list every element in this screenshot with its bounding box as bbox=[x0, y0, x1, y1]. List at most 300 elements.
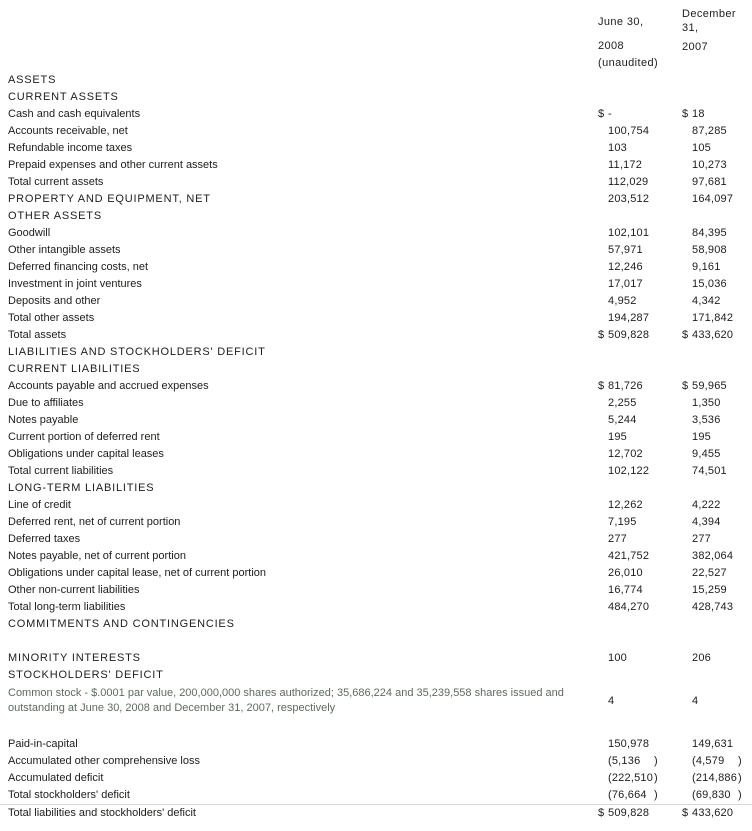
close-paren: ) bbox=[654, 755, 658, 767]
table-row bbox=[0, 429, 752, 446]
currency-symbol bbox=[682, 174, 692, 191]
section-header-row bbox=[0, 480, 752, 497]
row-label: CURRENT LIABILITIES bbox=[8, 363, 141, 375]
currency-symbol bbox=[682, 259, 692, 276]
close-paren: ) bbox=[738, 772, 742, 784]
row-label: Total liabilities and stockholders' deficit bbox=[8, 807, 196, 819]
amount: 2,255 bbox=[608, 397, 637, 409]
value-jun-30-2008 bbox=[598, 531, 660, 548]
value-jun-30-2008 bbox=[598, 191, 660, 208]
value-jun-30-2008 bbox=[598, 293, 660, 310]
value-jun-30-2008 bbox=[598, 548, 660, 565]
table-row bbox=[0, 514, 752, 531]
amount: 12,702 bbox=[608, 448, 643, 460]
value-dec-31-2007 bbox=[682, 174, 744, 191]
row-label: Goodwill bbox=[8, 227, 51, 239]
close-paren bbox=[654, 565, 660, 582]
close-paren bbox=[654, 497, 660, 514]
row-label: STOCKHOLDERS' DEFICIT bbox=[8, 669, 164, 681]
value-dec-31-2007 bbox=[682, 736, 744, 753]
row-label: Line of credit bbox=[8, 499, 71, 511]
currency-symbol bbox=[598, 242, 608, 259]
value-jun-30-2008 bbox=[598, 787, 660, 804]
value-jun-30-2008 bbox=[598, 106, 660, 123]
amount: 87,285 bbox=[692, 125, 727, 137]
amount: 84,395 bbox=[692, 227, 727, 239]
close-paren bbox=[654, 140, 660, 157]
year-label: 2008 bbox=[598, 40, 625, 52]
close-paren bbox=[738, 582, 744, 599]
currency-symbol bbox=[598, 429, 608, 446]
amount: 164,097 bbox=[692, 193, 734, 205]
currency-symbol: $ bbox=[682, 807, 689, 819]
row-label: OTHER ASSETS bbox=[8, 210, 102, 222]
amount: 9,455 bbox=[692, 448, 721, 460]
table-row bbox=[0, 242, 752, 259]
value-dec-31-2007 bbox=[682, 276, 744, 293]
row-label: Notes payable bbox=[8, 414, 79, 426]
row-label: Due to affiliates bbox=[8, 397, 84, 409]
section-header-row bbox=[0, 616, 752, 633]
amount: 9,161 bbox=[692, 261, 721, 273]
amount: 12,262 bbox=[608, 499, 643, 511]
column-header-dec-31-2007 bbox=[682, 6, 744, 56]
currency-symbol bbox=[598, 157, 608, 174]
value-dec-31-2007 bbox=[682, 693, 744, 710]
currency-symbol bbox=[598, 395, 608, 412]
close-paren bbox=[654, 412, 660, 429]
value-jun-30-2008 bbox=[598, 497, 660, 514]
currency-symbol bbox=[598, 276, 608, 293]
row-label: ASSETS bbox=[8, 74, 57, 86]
row-label: Total current liabilities bbox=[8, 465, 114, 477]
currency-symbol bbox=[682, 599, 692, 616]
amount: 195 bbox=[608, 431, 627, 443]
currency-symbol bbox=[598, 140, 608, 157]
currency-symbol: $ bbox=[598, 108, 605, 120]
amount: 74,501 bbox=[692, 465, 727, 477]
close-paren bbox=[654, 463, 660, 480]
currency-symbol bbox=[682, 531, 692, 548]
row-label: PROPERTY AND EQUIPMENT, NET bbox=[8, 193, 211, 205]
amount: 509,828 bbox=[608, 807, 650, 819]
value-jun-30-2008 bbox=[598, 276, 660, 293]
row-label: Total current assets bbox=[8, 176, 104, 188]
currency-symbol bbox=[682, 140, 692, 157]
amount: 10,273 bbox=[692, 159, 727, 171]
close-paren bbox=[738, 140, 744, 157]
amount: (214,886 bbox=[692, 772, 738, 784]
value-dec-31-2007 bbox=[682, 293, 744, 310]
close-paren bbox=[738, 327, 744, 344]
row-label: Deferred rent, net of current portion bbox=[8, 516, 181, 528]
amount: 103 bbox=[608, 142, 627, 154]
row-label: Paid-in-capital bbox=[8, 738, 78, 750]
amount: 15,036 bbox=[692, 278, 727, 290]
amount: 171,842 bbox=[692, 312, 734, 324]
value-dec-31-2007 bbox=[682, 157, 744, 174]
amount: 203,512 bbox=[608, 193, 650, 205]
row-label: Accumulated deficit bbox=[8, 772, 104, 784]
close-paren bbox=[738, 157, 744, 174]
section-header-row bbox=[0, 72, 752, 89]
table-row bbox=[0, 412, 752, 429]
amount: 17,017 bbox=[608, 278, 643, 290]
spacer-row bbox=[0, 719, 752, 736]
amount: 509,828 bbox=[608, 329, 650, 341]
common-stock-note-row bbox=[0, 684, 752, 719]
column-header-jun-30-2008 bbox=[598, 6, 660, 72]
value-jun-30-2008 bbox=[598, 140, 660, 157]
amount: 97,681 bbox=[692, 176, 727, 188]
close-paren bbox=[654, 225, 660, 242]
currency-symbol bbox=[682, 446, 692, 463]
amount: 58,908 bbox=[692, 244, 727, 256]
value-dec-31-2007 bbox=[682, 429, 744, 446]
currency-symbol bbox=[598, 514, 608, 531]
amount: 59,965 bbox=[692, 380, 727, 392]
close-paren bbox=[654, 650, 660, 667]
table-row bbox=[0, 463, 752, 480]
value-dec-31-2007 bbox=[682, 310, 744, 327]
row-label: Total stockholders' deficit bbox=[8, 789, 130, 801]
amount: 5,244 bbox=[608, 414, 637, 426]
row-label: Obligations under capital lease, net of current portion bbox=[8, 567, 267, 579]
row-label: Current portion of deferred rent bbox=[8, 431, 160, 443]
amount: 100 bbox=[608, 652, 627, 664]
table-row bbox=[0, 531, 752, 548]
close-paren bbox=[738, 805, 744, 822]
value-jun-30-2008 bbox=[598, 514, 660, 531]
currency-symbol bbox=[682, 123, 692, 140]
currency-symbol bbox=[682, 753, 692, 770]
close-paren bbox=[654, 293, 660, 310]
currency-symbol bbox=[598, 787, 608, 804]
table-row bbox=[0, 174, 752, 191]
amount: 4,394 bbox=[692, 516, 721, 528]
amount: 428,743 bbox=[692, 601, 734, 613]
row-label: Prepaid expenses and other current assets bbox=[8, 159, 218, 171]
value-dec-31-2007 bbox=[682, 140, 744, 157]
row-label: Notes payable, net of current portion bbox=[8, 550, 186, 562]
row-label: LIABILITIES AND STOCKHOLDERS' DEFICIT bbox=[8, 346, 266, 358]
value-dec-31-2007 bbox=[682, 514, 744, 531]
close-paren bbox=[654, 514, 660, 531]
row-label: Other intangible assets bbox=[8, 244, 121, 256]
amount: 195 bbox=[692, 431, 711, 443]
close-paren bbox=[654, 242, 660, 259]
value-dec-31-2007 bbox=[682, 599, 744, 616]
table-row bbox=[0, 378, 752, 395]
value-dec-31-2007 bbox=[682, 753, 744, 770]
table-row bbox=[0, 497, 752, 514]
amount: 105 bbox=[692, 142, 711, 154]
amount: 26,010 bbox=[608, 567, 643, 579]
currency-symbol bbox=[682, 463, 692, 480]
close-paren bbox=[654, 327, 660, 344]
table-row bbox=[0, 582, 752, 599]
row-label: Common stock - $.0001 par value, 200,000,000 shares authorized; 35,686,224 and 35,239,558 shares issued and outstanding at June 30, 2008 and December 31, 2007, respectively bbox=[8, 687, 564, 714]
currency-symbol bbox=[682, 548, 692, 565]
table-row bbox=[0, 787, 752, 804]
value-dec-31-2007 bbox=[682, 446, 744, 463]
period-label: December 31, bbox=[682, 8, 736, 34]
table-row bbox=[0, 753, 752, 770]
value-dec-31-2007 bbox=[682, 123, 744, 140]
currency-symbol bbox=[682, 191, 692, 208]
value-dec-31-2007 bbox=[682, 242, 744, 259]
close-paren bbox=[654, 106, 660, 123]
row-label: Investment in joint ventures bbox=[8, 278, 142, 290]
table-row bbox=[0, 599, 752, 616]
amount: - bbox=[608, 108, 612, 120]
value-dec-31-2007 bbox=[682, 582, 744, 599]
close-paren bbox=[654, 395, 660, 412]
value-dec-31-2007 bbox=[682, 395, 744, 412]
currency-symbol bbox=[598, 565, 608, 582]
amount: 22,527 bbox=[692, 567, 727, 579]
period-label: June 30, bbox=[598, 16, 644, 28]
close-paren bbox=[654, 446, 660, 463]
value-jun-30-2008 bbox=[598, 736, 660, 753]
amount: 150,978 bbox=[608, 738, 650, 750]
grand-total-row bbox=[0, 804, 752, 822]
currency-symbol bbox=[682, 242, 692, 259]
year-label: 2007 bbox=[682, 41, 709, 53]
currency-symbol bbox=[682, 693, 692, 710]
amount: (76,664 bbox=[608, 789, 647, 801]
currency-symbol bbox=[598, 736, 608, 753]
currency-symbol bbox=[682, 770, 692, 787]
table-row bbox=[0, 225, 752, 242]
section-header-row bbox=[0, 650, 752, 667]
amount: (69,830 bbox=[692, 789, 731, 801]
row-label: Refundable income taxes bbox=[8, 142, 133, 154]
close-paren bbox=[738, 242, 744, 259]
currency-symbol bbox=[598, 599, 608, 616]
table-row bbox=[0, 276, 752, 293]
close-paren bbox=[738, 259, 744, 276]
currency-symbol: $ bbox=[682, 108, 689, 120]
currency-symbol bbox=[598, 497, 608, 514]
value-jun-30-2008 bbox=[598, 412, 660, 429]
currency-symbol bbox=[682, 650, 692, 667]
section-header-row bbox=[0, 361, 752, 378]
row-label: COMMITMENTS AND CONTINGENCIES bbox=[8, 618, 235, 630]
amount: 433,620 bbox=[692, 329, 734, 341]
currency-symbol bbox=[598, 225, 608, 242]
close-paren bbox=[654, 582, 660, 599]
value-jun-30-2008 bbox=[598, 378, 660, 395]
currency-symbol: $ bbox=[682, 329, 689, 341]
value-jun-30-2008 bbox=[598, 259, 660, 276]
amount: 11,172 bbox=[608, 159, 643, 171]
amount: 484,270 bbox=[608, 601, 650, 613]
section-header-row bbox=[0, 344, 752, 361]
currency-symbol bbox=[598, 412, 608, 429]
close-paren: ) bbox=[738, 755, 742, 767]
close-paren bbox=[654, 531, 660, 548]
close-paren bbox=[738, 650, 744, 667]
close-paren bbox=[654, 736, 660, 753]
row-label: Accumulated other comprehensive loss bbox=[8, 755, 200, 767]
close-paren bbox=[738, 378, 744, 395]
row-label: Accounts payable and accrued expenses bbox=[8, 380, 209, 392]
close-paren bbox=[654, 805, 660, 822]
currency-symbol bbox=[682, 395, 692, 412]
close-paren bbox=[738, 497, 744, 514]
value-dec-31-2007 bbox=[682, 787, 744, 804]
table-row bbox=[0, 565, 752, 582]
close-paren bbox=[738, 310, 744, 327]
amount: 206 bbox=[692, 652, 711, 664]
value-jun-30-2008 bbox=[598, 463, 660, 480]
currency-symbol bbox=[682, 736, 692, 753]
row-label: Obligations under capital leases bbox=[8, 448, 164, 460]
value-dec-31-2007 bbox=[682, 805, 744, 822]
table-row bbox=[0, 259, 752, 276]
amount: (4,579 bbox=[692, 755, 725, 767]
close-paren bbox=[738, 174, 744, 191]
amount: 16,774 bbox=[608, 584, 643, 596]
row-label: Cash and cash equivalents bbox=[8, 108, 141, 120]
amount: (222,510 bbox=[608, 772, 654, 784]
row-label: Deposits and other bbox=[8, 295, 101, 307]
amount: 7,195 bbox=[608, 516, 637, 528]
amount: (5,136 bbox=[608, 755, 641, 767]
table-row bbox=[0, 106, 752, 123]
value-jun-30-2008 bbox=[598, 327, 660, 344]
close-paren bbox=[738, 446, 744, 463]
close-paren bbox=[738, 548, 744, 565]
currency-symbol bbox=[598, 191, 608, 208]
currency-symbol bbox=[598, 310, 608, 327]
row-label: Other non-current liabilities bbox=[8, 584, 140, 596]
close-paren bbox=[738, 276, 744, 293]
table-row bbox=[0, 736, 752, 753]
value-jun-30-2008 bbox=[598, 310, 660, 327]
value-jun-30-2008 bbox=[598, 174, 660, 191]
close-paren bbox=[738, 412, 744, 429]
currency-symbol bbox=[598, 531, 608, 548]
close-paren: ) bbox=[654, 789, 658, 801]
amount: 4,342 bbox=[692, 295, 721, 307]
value-jun-30-2008 bbox=[598, 565, 660, 582]
amount: 18 bbox=[692, 108, 705, 120]
row-label: MINORITY INTERESTS bbox=[8, 652, 141, 664]
currency-symbol bbox=[682, 582, 692, 599]
table-row bbox=[0, 770, 752, 787]
close-paren bbox=[738, 736, 744, 753]
currency-symbol bbox=[598, 582, 608, 599]
currency-symbol bbox=[598, 123, 608, 140]
currency-symbol bbox=[682, 225, 692, 242]
value-dec-31-2007 bbox=[682, 770, 744, 787]
value-dec-31-2007 bbox=[682, 497, 744, 514]
amount: 277 bbox=[692, 533, 711, 545]
row-label: Total other assets bbox=[8, 312, 95, 324]
amount: 81,726 bbox=[608, 380, 643, 392]
column-headers bbox=[0, 0, 752, 72]
close-paren bbox=[738, 429, 744, 446]
amount: 102,122 bbox=[608, 465, 650, 477]
table-row bbox=[0, 327, 752, 344]
amount: 112,029 bbox=[608, 176, 649, 188]
amount: 421,752 bbox=[608, 550, 650, 562]
amount: 194,287 bbox=[608, 312, 650, 324]
amount: 4 bbox=[692, 695, 699, 707]
section-header-row bbox=[0, 208, 752, 225]
close-paren bbox=[738, 514, 744, 531]
close-paren bbox=[654, 310, 660, 327]
currency-symbol bbox=[682, 157, 692, 174]
value-dec-31-2007 bbox=[682, 259, 744, 276]
amount: 382,064 bbox=[692, 550, 734, 562]
amount: 4,952 bbox=[608, 295, 637, 307]
currency-symbol bbox=[598, 753, 608, 770]
close-paren bbox=[738, 293, 744, 310]
close-paren bbox=[738, 106, 744, 123]
close-paren bbox=[738, 463, 744, 480]
close-paren bbox=[654, 174, 660, 191]
close-paren bbox=[738, 225, 744, 242]
close-paren bbox=[738, 693, 744, 710]
amount: 57,971 bbox=[608, 244, 643, 256]
currency-symbol bbox=[682, 565, 692, 582]
close-paren bbox=[654, 693, 660, 710]
close-paren bbox=[654, 429, 660, 446]
close-paren bbox=[654, 259, 660, 276]
value-jun-30-2008 bbox=[598, 429, 660, 446]
amount: 433,620 bbox=[692, 807, 734, 819]
value-jun-30-2008 bbox=[598, 650, 660, 667]
close-paren bbox=[738, 565, 744, 582]
section-header-row bbox=[0, 89, 752, 106]
value-dec-31-2007 bbox=[682, 463, 744, 480]
currency-symbol bbox=[682, 514, 692, 531]
currency-symbol bbox=[598, 548, 608, 565]
currency-symbol bbox=[598, 446, 608, 463]
close-paren bbox=[738, 599, 744, 616]
unaudited-label: (unaudited) bbox=[598, 57, 659, 69]
value-jun-30-2008 bbox=[598, 395, 660, 412]
currency-symbol bbox=[598, 293, 608, 310]
amount: 15,259 bbox=[692, 584, 727, 596]
balance-sheet-table bbox=[0, 72, 752, 822]
value-dec-31-2007 bbox=[682, 191, 744, 208]
table-row bbox=[0, 395, 752, 412]
currency-symbol bbox=[682, 429, 692, 446]
section-header-row bbox=[0, 191, 752, 208]
value-jun-30-2008 bbox=[598, 599, 660, 616]
value-dec-31-2007 bbox=[682, 650, 744, 667]
value-jun-30-2008 bbox=[598, 123, 660, 140]
currency-symbol: $ bbox=[598, 380, 605, 392]
currency-symbol bbox=[598, 463, 608, 480]
value-jun-30-2008 bbox=[598, 582, 660, 599]
close-paren: ) bbox=[654, 772, 658, 784]
currency-symbol bbox=[682, 787, 692, 804]
close-paren bbox=[738, 123, 744, 140]
value-jun-30-2008 bbox=[598, 770, 660, 787]
value-dec-31-2007 bbox=[682, 327, 744, 344]
value-dec-31-2007 bbox=[682, 565, 744, 582]
table-row bbox=[0, 157, 752, 174]
amount: 102,101 bbox=[608, 227, 650, 239]
table-row bbox=[0, 548, 752, 565]
currency-symbol bbox=[598, 650, 608, 667]
currency-symbol bbox=[682, 497, 692, 514]
